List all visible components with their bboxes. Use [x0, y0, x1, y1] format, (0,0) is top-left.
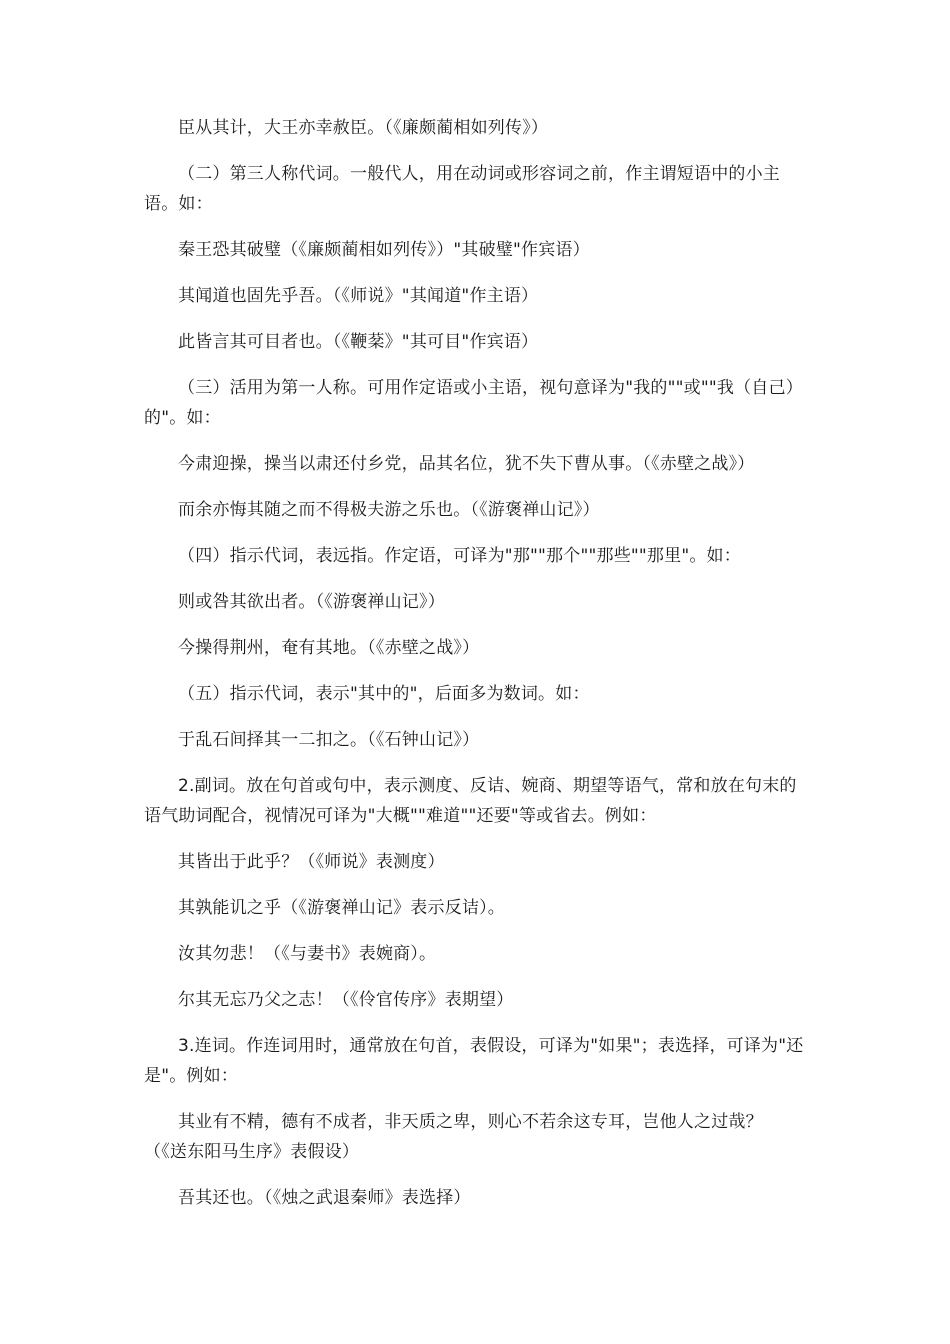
paragraph-2: （二）第三人称代词。一般代人，用在动词或形容词之前，作主谓短语中的小主语。如： — [144, 164, 780, 214]
paragraph-12: （五）指示代词，表示"其中的"，后面多为数词。如： — [178, 684, 590, 704]
paragraph-5: 此皆言其可目者也。（《鞭棻》"其可目"作宾语） — [178, 332, 539, 352]
paragraph-18: 尔其无忘乃父之志！（《伶官传序》表期望） — [178, 990, 514, 1010]
paragraph-10: 则或咎其欲出者。（《游褒禅山记》） — [178, 592, 445, 612]
paragraph-20: 其业有不精，德有不成者，非天质之卑，则心不若余这专耳，岂他人之过哉？（《送东阳马生序》表假设） — [144, 1112, 763, 1162]
paragraph-1: 臣从其计，大王亦幸赦臣。（《廉颇蔺相如列传》） — [178, 118, 549, 138]
paragraph-4: 其闻道也固先乎吾。（《师说》"其闻道"作主语） — [178, 286, 539, 306]
paragraph-14: 2.副词。放在句首或句中，表示测度、反诘、婉商、期望等语气，常和放在句末的语气助词配合，视情况可译为"大概""难道""还要"等或省去。例如： — [144, 776, 797, 826]
paragraph-17: 汝其勿悲！（《与妻书》表婉商）。 — [178, 944, 437, 964]
paragraph-21: 吾其还也。（《烛之武退秦师》表选择） — [178, 1188, 471, 1208]
paragraph-8: 而余亦悔其随之而不得极夫游之乐也。（《游褒禅山记》） — [178, 500, 600, 520]
paragraph-13: 于乱石间择其一二扣之。（《石钟山记》） — [178, 730, 480, 750]
paragraph-9: （四）指示代词，表远指。作定语，可译为"那""那个""那些""那里"。如： — [178, 546, 741, 566]
paragraph-6: （三）活用为第一人称。可用作定语或小主语，视句意译为"我的""或""我（自己）的"。如： — [144, 378, 803, 428]
paragraph-11: 今操得荆州，奄有其地。（《赤壁之战》） — [178, 638, 480, 658]
paragraph-19: 3.连词。作连词用时，通常放在句首，表假设，可译为"如果"；表选择，可译为"还是"。例如： — [144, 1036, 804, 1086]
paragraph-3: 秦王恐其破璧（《廉颇蔺相如列传》）"其破璧"作宾语） — [178, 240, 590, 260]
paragraph-15: 其皆出于此乎？（《师说》表测度） — [178, 852, 445, 872]
paragraph-7: 今肃迎操，操当以肃还付乡党，品其名位，犹不失下曹从事。（《赤壁之战》） — [178, 454, 755, 474]
paragraph-16: 其孰能讥之乎（《游褒禅山记》表示反诘）。 — [178, 898, 505, 918]
